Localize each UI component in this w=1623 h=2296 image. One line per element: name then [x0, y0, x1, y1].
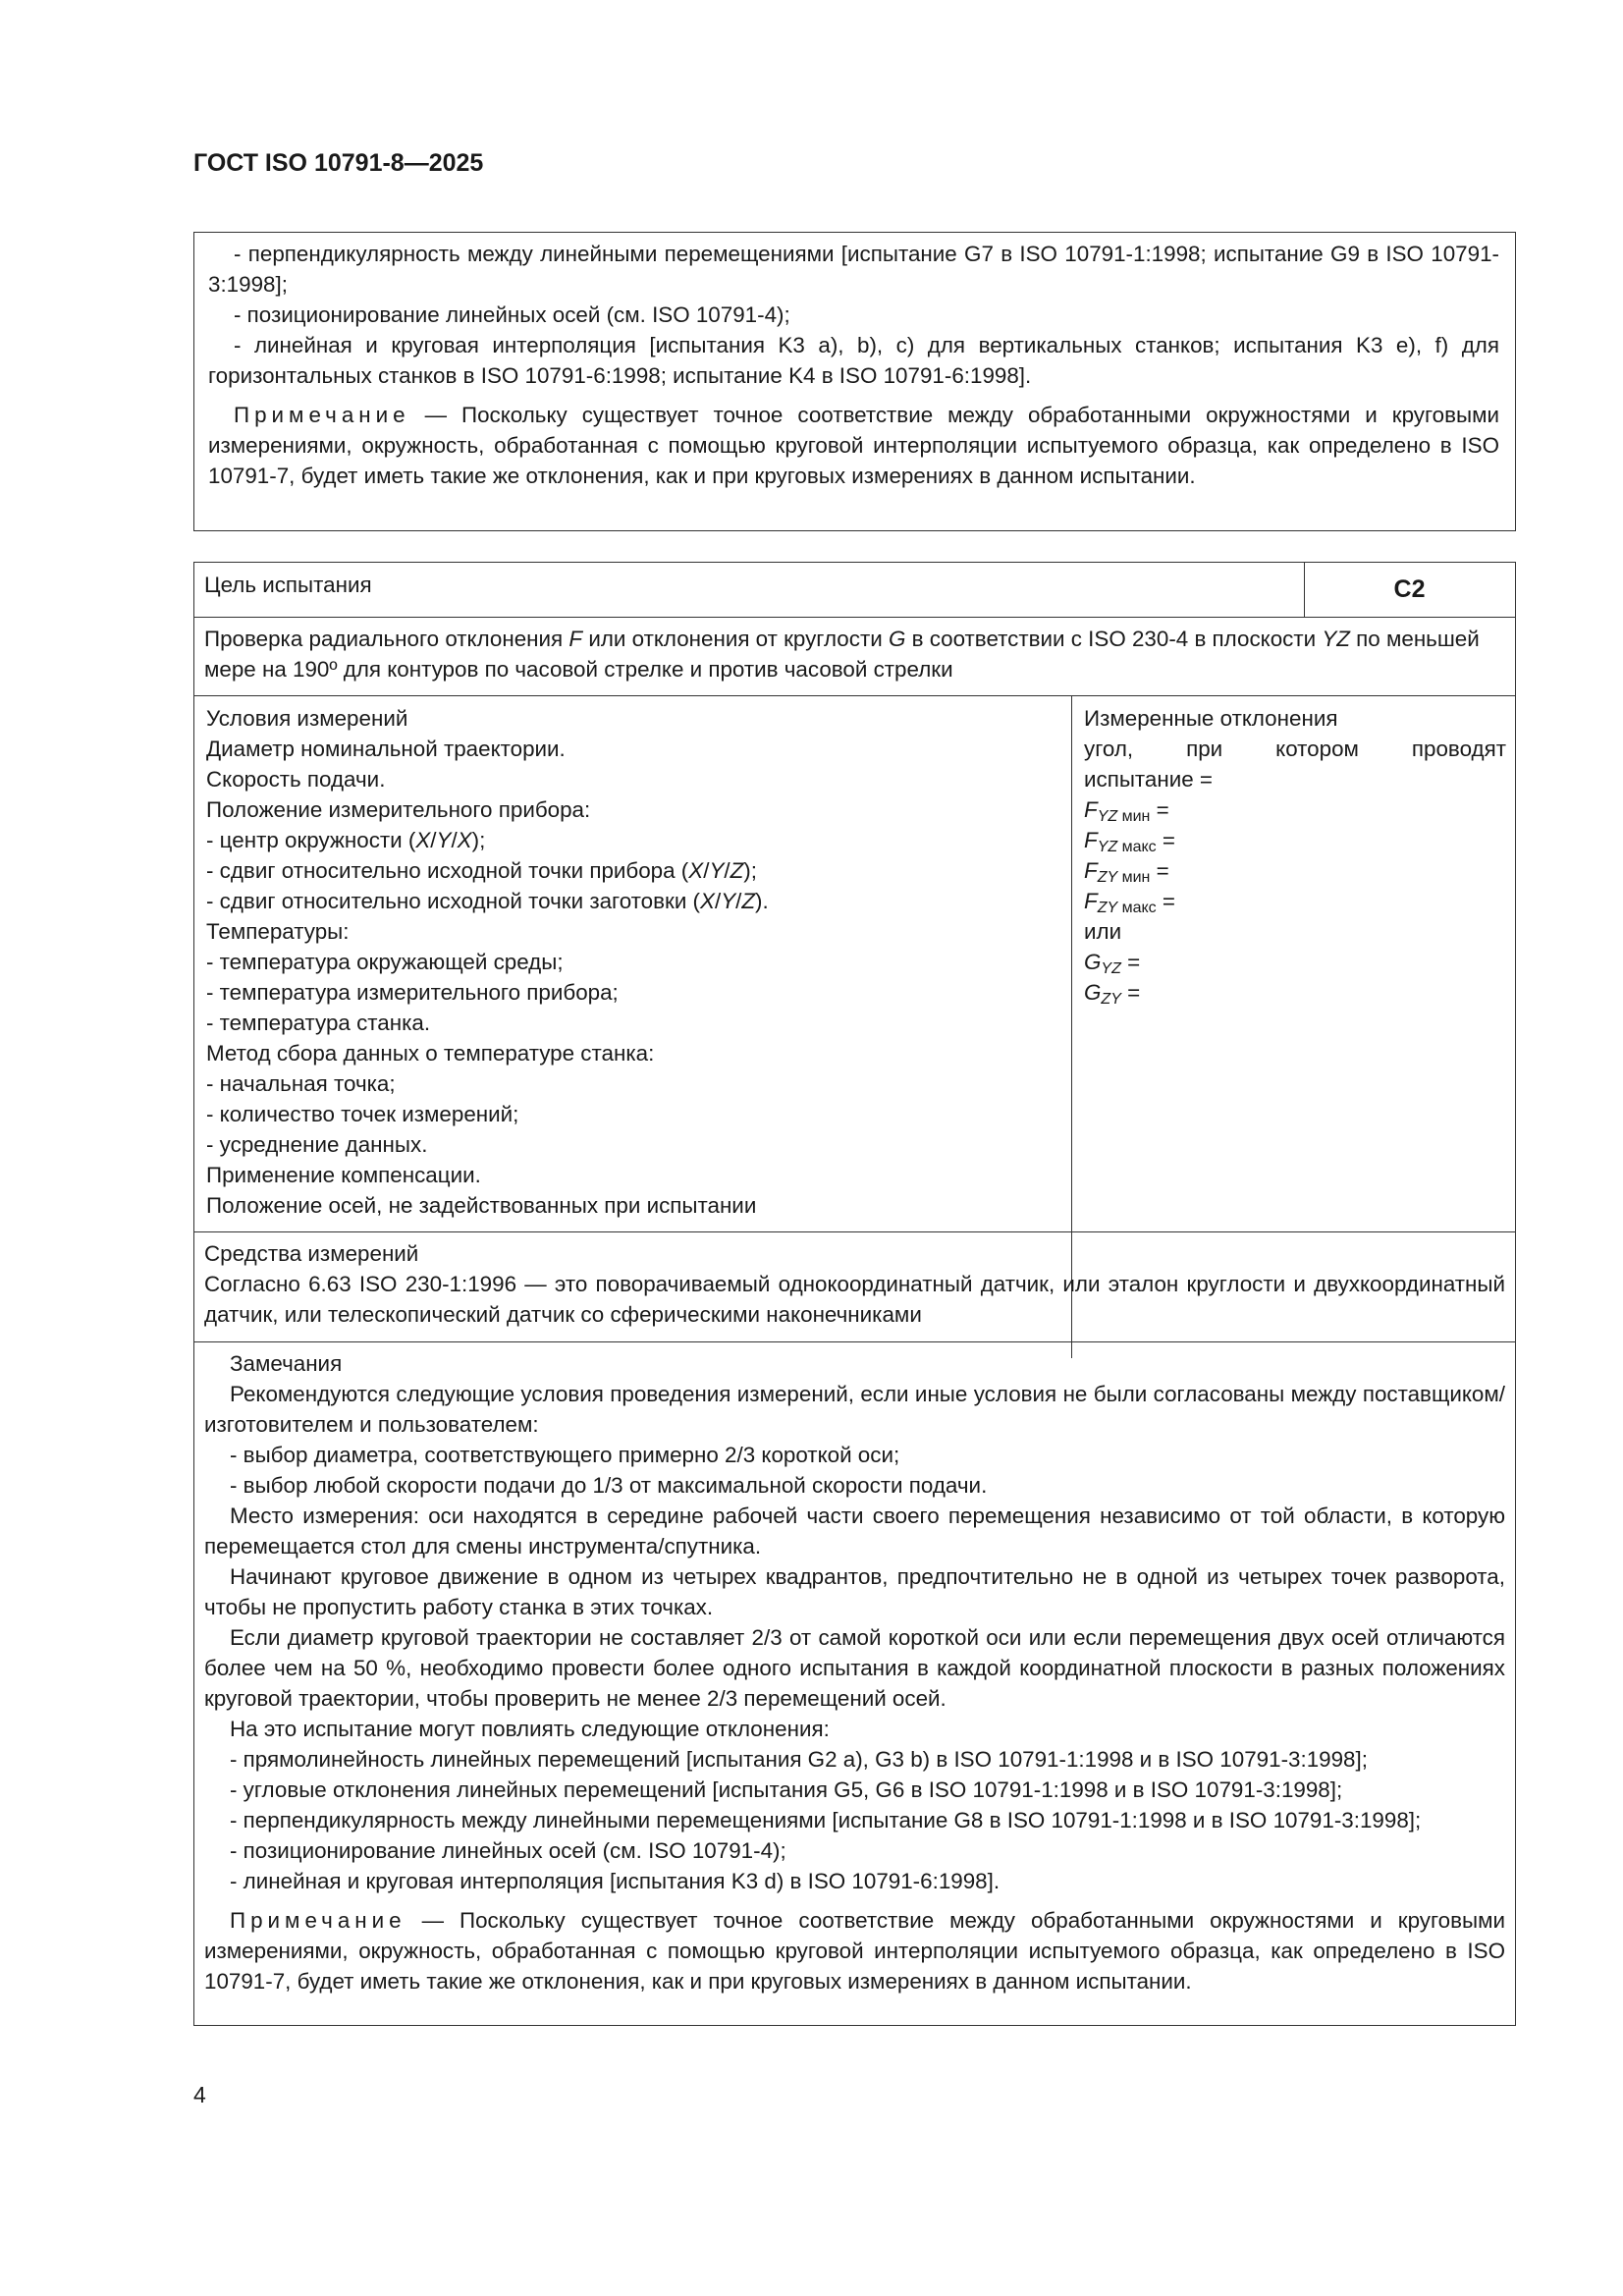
note-label: Примечание	[234, 403, 410, 427]
test-c2-table	[193, 562, 1516, 2026]
condition-line: Метод сбора данных о температуре станка:	[206, 1041, 655, 1066]
condition-line: Применение компенсации.	[206, 1163, 481, 1187]
condition-line: Температуры:	[206, 919, 350, 944]
remarks-item: - выбор диаметра, соответствующего примерно 2/3 короткой оси;	[230, 1443, 900, 1467]
conditions-title: Условия измерений	[206, 706, 408, 731]
remarks-item: - выбор любой скорости подачи до 1/3 от максимальной скорости подачи.	[230, 1473, 988, 1498]
condition-line: - температура измерительного прибора;	[206, 980, 619, 1005]
document-header: ГОСТ ISO 10791-8—2025	[193, 149, 484, 177]
condition-line: Положение измерительного прибора:	[206, 797, 591, 822]
note-label: Примечание	[230, 1908, 406, 1933]
test-id: C2	[1393, 575, 1426, 603]
measured-deviations	[1084, 703, 1506, 1008]
measured-title: Измеренные отклонения	[1084, 706, 1338, 731]
test-purpose: Проверка радиального отклонения F или отклонения от круглости G в соответствии с ISO 230-4 в плоскости YZ по меньшей мере на 190º для контуров по часовой стрелке и против часовой стрелки	[204, 627, 1480, 682]
note-text: — Поскольку существует точное соответствие между обработанными окружностями и круговыми измерениями, окружность, обработанная с помощью круговой интерполяции испытуемого образца, как определено в ISO 10791-7, будет иметь такие же отклонения, как и при круговых измерениях в данном испытании.	[208, 403, 1499, 488]
remarks-paragraph: Если диаметр круговой траектории не составляет 2/3 от самой короткой оси или если перемещения двух осей отличаются более чем на 50 %, необходимо провести более одного испытания в каждой координатной плоскости в разных положениях круговой траектории, чтобы проверить не менее 2/3 перемещений осей.	[204, 1625, 1505, 1711]
remarks-paragraph: Место измерения: оси находятся в середине рабочей части своего перемещения независимо от той области, в которую перемещается стол для смены инструмента/спутника.	[204, 1503, 1505, 1558]
condition-line: - сдвиг относительно исходной точки заготовки (X/Y/Z).	[206, 889, 769, 913]
condition-line: Положение осей, не задействованных при испытании	[206, 1193, 757, 1218]
remarks-paragraph: Рекомендуются следующие условия проведения измерений, если иные условия не были согласованы между поставщиком/изготовителем и пользователем:	[204, 1382, 1505, 1437]
condition-line: - усреднение данных.	[206, 1132, 428, 1157]
or-label: или	[1084, 919, 1122, 944]
instruments-text: Согласно 6.63 ISO 230-1:1996 — это поворачиваемый однокоординатный датчик, или эталон круглости и двухкоординатный датчик, или телескопический датчик со сферическими наконечниками	[204, 1272, 1505, 1327]
f-zy-max: $F_{ZY макс}$ =	[1084, 889, 1175, 916]
deviation-item: - позиционирование линейных осей (см. ISO 10791-4);	[234, 302, 790, 327]
remarks-paragraph: На это испытание могут повлиять следующие отклонения:	[230, 1717, 830, 1741]
remarks-title: Замечания	[230, 1351, 343, 1376]
condition-line: - сдвиг относительно исходной точки прибора (X/Y/Z);	[206, 858, 757, 883]
g-zy: $G_{ZY}$ =	[1084, 980, 1141, 1008]
remarks-item: - позиционирование линейных осей (см. ISO 10791-4);	[230, 1838, 786, 1863]
f-zy-min: $F_{ZY мин}$ =	[1084, 858, 1169, 886]
divider	[194, 617, 1515, 618]
deviation-item: - линейная и круговая интерполяция [испытания K3 a), b), c) для вертикальных станков; испытания K3 e), f) для горизонтальных станков в ISO 10791-6:1998; испытание K4 в ISO 10791-6:1998].	[208, 333, 1499, 388]
condition-line: Скорость подачи.	[206, 767, 386, 792]
angle-line: испытание =	[1084, 767, 1213, 792]
instruments-title: Средства измерений	[204, 1241, 419, 1266]
note	[208, 400, 1499, 491]
condition-line: - температура станка.	[206, 1011, 431, 1035]
condition-line: - температура окружающей среды;	[206, 950, 564, 974]
f-yz-max: $F_{YZ макс}$ =	[1084, 828, 1175, 855]
divider	[194, 1231, 1515, 1232]
remarks	[194, 1348, 1515, 1996]
note	[204, 1905, 1505, 1996]
angle-line: угол, при котором проводят	[1084, 737, 1506, 761]
condition-line: - начальная точка;	[206, 1071, 396, 1096]
remarks-item: - угловые отклонения линейных перемещений [испытания G5, G6 в ISO 10791-1:1998 и в ISO 10791-3:1998];	[230, 1777, 1343, 1802]
g-yz: $G_{YZ}$ =	[1084, 950, 1141, 977]
measurement-conditions	[206, 703, 1051, 1221]
f-yz-min: $F_{YZ мин}$ =	[1084, 797, 1169, 825]
note-text: — Поскольку существует точное соответствие между обработанными окружностями и круговыми измерениями, окружность, обработанная с помощью круговой интерполяции испытуемого образца, как определено в ISO 10791-7, будет иметь такие же отклонения, как и при круговых измерениях в данном испытании.	[204, 1908, 1505, 1994]
remarks-item: - перпендикулярность между линейными перемещениями [испытание G8 в ISO 10791-1:1998 и в ISO 10791-3:1998];	[230, 1808, 1422, 1832]
previous-test-remarks-box	[193, 232, 1516, 531]
remarks-item: - прямолинейность линейных перемещений [испытания G2 a), G3 b) в ISO 10791-1:1998 и в ISO 10791-3:1998];	[230, 1747, 1368, 1772]
measuring-instruments	[194, 1238, 1515, 1330]
condition-line: Диаметр номинальной траектории.	[206, 737, 566, 761]
deviation-item: - перпендикулярность между линейными перемещениями [испытание G7 в ISO 10791-1:1998; испытание G9 в ISO 10791-3:1998];	[208, 242, 1499, 297]
divider	[194, 695, 1515, 696]
condition-line: - центр окружности (X/Y/X);	[206, 828, 486, 852]
remarks-paragraph: Начинают круговое движение в одном из четырех квадрантов, предпочтительно не в одной из четырех точек разворота, чтобы не пропустить работу станка в этих точках.	[204, 1564, 1505, 1619]
divider	[194, 1341, 1515, 1342]
condition-line: - количество точек измерений;	[206, 1102, 519, 1126]
remarks-item: - линейная и круговая интерполяция [испытания K3 d) в ISO 10791-6:1998].	[230, 1869, 1001, 1893]
page-number: 4	[193, 2082, 206, 2107]
test-goal-label: Цель испытания	[204, 573, 372, 597]
